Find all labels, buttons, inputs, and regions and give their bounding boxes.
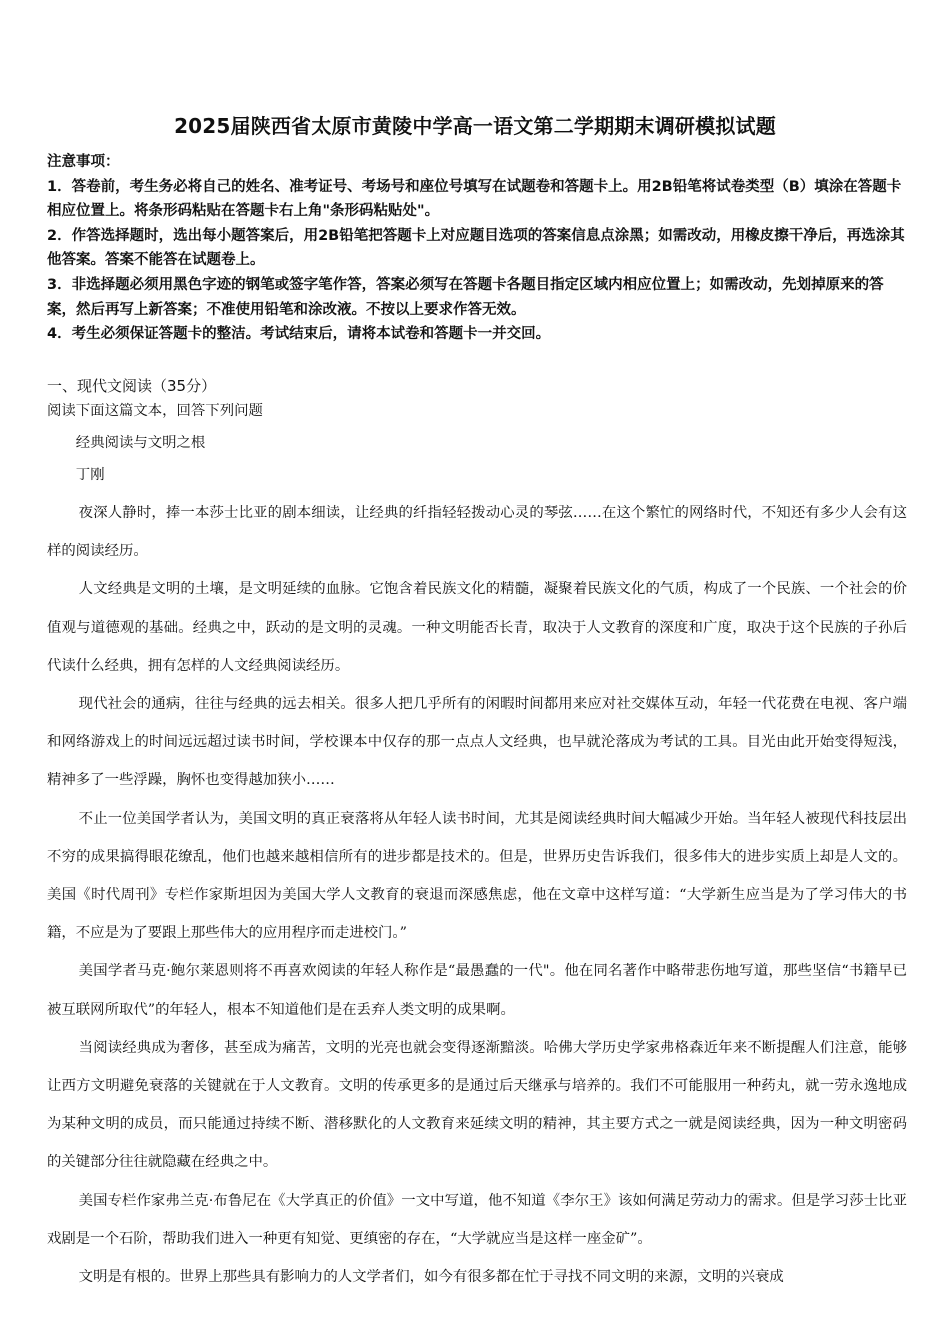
- article-author: 丁刚: [75, 467, 105, 483]
- note-item: 4．考生必须保证答题卡的整洁。考试结束后，请将本试卷和答题卡一并交回。: [47, 326, 551, 343]
- note-item: 3．非选择题必须用黑色字迹的钢笔或签字笔作答，答案必须写在答题卡各题目指定区域内相应位置上；如需改动，先划掉原来的答案，然后再写上新答案；不准使用铅笔和涂改液。不按以上要求作答无效。: [47, 276, 884, 318]
- passage-paragraph: 不止一位美国学者认为，美国文明的真正衰落将从年轻人读书时间，尤其是阅读经典时间大幅减少开始。当年轻人被现代科技层出不穷的成果搞得眼花缭乱，他们也越来越相信所有的进步都是技术的。但是，世界历史告诉我们，很多伟大的进步实质上却是人文的。美国《时代周刊》专栏作家斯坦因为美国大学人文教育的衰退而深感焦虑，他在文章中这样写道：“大学新生应当是为了学习伟大的书籍，不应是为了要跟上那些伟大的应用程序而走进校门。”: [47, 810, 907, 942]
- article-title: 经典阅读与文明之根: [75, 435, 206, 451]
- note-item: 1．答卷前，考生务必将自己的姓名、准考证号、考场号和座位号填写在试题卷和答题卡上。用2B铅笔将试卷类型（B）填涂在答题卡相应位置上。将条形码粘贴在答题卡右上角"条形码粘贴处"。: [47, 178, 902, 220]
- notes-heading: 注意事项：: [47, 154, 120, 170]
- passage-paragraph: 夜深人静时，捧一本莎士比亚的剧本细读，让经典的纤指轻轻拨动心灵的琴弦……在这个繁忙的网络时代，不知还有多少人会有这样的阅读经历。: [47, 505, 907, 560]
- reading-instruction: 阅读下面这篇文本，回答下列问题: [47, 403, 263, 419]
- passage-paragraph: 美国学者马克·鲍尔莱恩则将不再喜欢阅读的年轻人称作是“最愚蠢的一代"。他在同名著作中略带悲伤地写道，那些坚信“书籍早已被互联网所取代”的年轻人，根本不知道他们是在丢弃人类文明的成果啊。: [47, 963, 907, 1018]
- passage-paragraph: 当阅读经典成为奢侈，甚至成为痛苦，文明的光亮也就会变得逐渐黯淡。哈佛大学历史学家弗格森近年来不断提醒人们注意，能够让西方文明避免衰落的关键就在于人文教育。文明的传承更多的是通过后天继承与培养的。我们不可能服用一种药丸，就一劳永逸地成为某种文明的成员，而只能通过持续不断、潜移默化的人文教育来延续文明的精神，其主要方式之一就是阅读经典，因为一种文明密码的关键部分往往就隐藏在经典之中。: [47, 1039, 907, 1171]
- passage-paragraph: 文明是有根的。世界上那些具有影响力的人文学者们，如今有很多都在忙于寻找不同文明的来源，文明的兴衰成: [78, 1269, 784, 1286]
- exam-notes: [47, 150, 907, 347]
- reading-passage: [47, 398, 907, 1296]
- section-heading: 一、现代文阅读（35分）: [47, 377, 217, 395]
- passage-paragraph: 美国专栏作家弗兰克·布鲁尼在《大学真正的价值》一文中写道，他不知道《李尔王》该如何满足劳动力的需求。但是学习莎士比亚戏剧是一个石阶，帮助我们进入一种更有知觉、更缜密的存在，“大学就应当是这样一座金矿”。: [47, 1192, 907, 1247]
- note-item: 2．作答选择题时，选出每小题答案后，用2B铅笔把答题卡上对应题目选项的答案信息点涂黑；如需改动，用橡皮擦干净后，再选涂其他答案。答案不能答在试题卷上。: [47, 227, 905, 269]
- passage-paragraph: 现代社会的通病，往往与经典的远去相关。很多人把几乎所有的闲暇时间都用来应对社交媒体互动，年轻一代花费在电视、客户端和网络游戏上的时间远远超过读书时间，学校课本中仅存的那一点点人文经典，也早就沦落成为考试的工具。目光由此开始变得短浅，精神多了一些浮躁，胸怀也变得越加狭小……: [47, 696, 907, 789]
- page-title: 2025届陕西省太原市黄陵中学高一语文第二学期期末调研模拟试题: [174, 114, 776, 138]
- passage-paragraph: 人文经典是文明的土壤，是文明延续的血脉。它饱含着民族文化的精髓，凝聚着民族文化的气质，构成了一个民族、一个社会的价值观与道德观的基础。经典之中，跃动的是文明的灵魂。一种文明能否长青，取决于人文教育的深度和广度，取决于这个民族的子孙后代读什么经典，拥有怎样的人文经典阅读经历。: [47, 581, 907, 674]
